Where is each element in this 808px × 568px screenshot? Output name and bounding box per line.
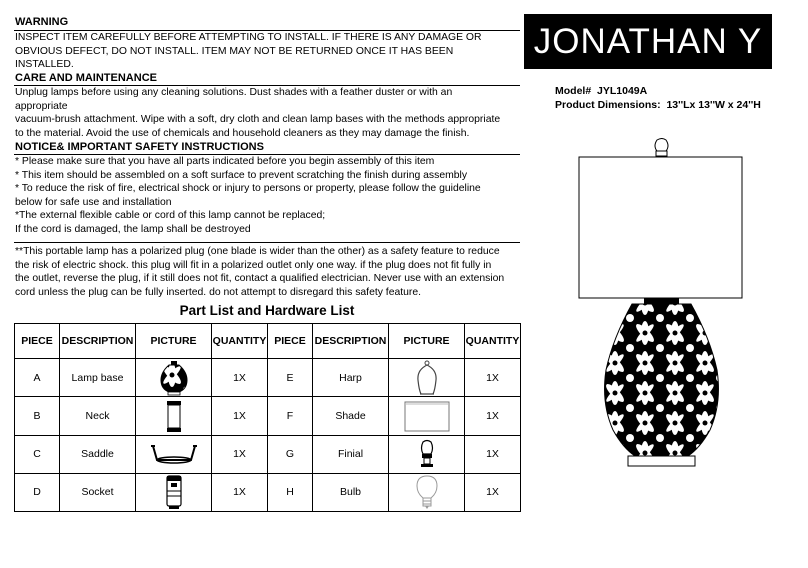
bulb-icon (415, 474, 439, 510)
warning-text (15, 31, 525, 72)
description-cell: Lamp base (60, 359, 136, 397)
picture-cell (136, 435, 212, 473)
shade-icon (403, 399, 451, 433)
description-cell: Harp (313, 359, 389, 397)
header-picture: PICTURE (136, 324, 212, 359)
divider (14, 242, 520, 243)
table-row (15, 359, 521, 397)
dimensions-line (555, 98, 761, 112)
lamp-illustration (570, 138, 755, 470)
plug-line: the risk of electric shock. this plug will fit in a polarized outlet only one way. if the plug does not fit fully in (15, 259, 492, 271)
description-cell: Saddle (60, 435, 136, 473)
description-cell: Shade (313, 397, 389, 435)
plug-text (15, 245, 525, 299)
picture-cell (136, 397, 212, 435)
notice-text (15, 155, 525, 236)
piece-cell: G (268, 435, 313, 473)
table-header-row (15, 324, 521, 359)
picture-cell (389, 435, 465, 473)
neck-icon (159, 399, 189, 433)
quantity-cell: 1X (465, 397, 521, 435)
header-description: DESCRIPTION (313, 324, 389, 359)
lamp-base-icon (157, 360, 191, 396)
header-piece: PIECE (15, 324, 60, 359)
picture-cell (136, 359, 212, 397)
dimensions-label: Product Dimensions: (555, 99, 661, 111)
quantity-cell: 1X (212, 473, 268, 511)
quantity-cell: 1X (212, 359, 268, 397)
notice-line: * Please make sure that you have all parts indicated before you begin assembly of this item (15, 156, 435, 167)
model-value: JYL1049A (597, 85, 648, 97)
harp-icon (412, 360, 442, 396)
saddle-icon (149, 440, 199, 468)
quantity-cell: 1X (212, 435, 268, 473)
parts-table (14, 323, 521, 512)
plug-line: cord unless the plug can be fully inserted. do not attempt to disregard this safety feature. (15, 286, 422, 298)
header-quantity: QUANTITY (212, 324, 268, 359)
picture-cell (389, 397, 465, 435)
quantity-cell: 1X (465, 359, 521, 397)
piece-cell: B (15, 397, 60, 435)
care-title: CARE AND MAINTENANCE (15, 72, 157, 84)
warning-line: INSTALLED. (15, 59, 74, 70)
care-line: appropriate (15, 100, 68, 112)
plug-line: **This portable lamp has a polarized plug (one blade is wider than the other) as a safety feature to reduce (15, 246, 500, 257)
care-text (15, 86, 525, 140)
header-picture: PICTURE (389, 324, 465, 359)
picture-cell (389, 359, 465, 397)
quantity-cell: 1X (465, 435, 521, 473)
notice-line: below for safe use and installation (15, 196, 172, 208)
description-cell: Socket (60, 473, 136, 511)
warning-title: WARNING (15, 16, 69, 28)
piece-cell: D (15, 473, 60, 511)
brand-logo: JONATHAN Y (524, 14, 772, 69)
notice-line: * This item should be assembled on a soft surface to prevent scratching the finish during assembly (15, 169, 468, 181)
picture-cell (136, 473, 212, 511)
warning-line: INSPECT ITEM CAREFULLY BEFORE ATTEMPTING TO INSTALL. IF THERE IS ANY DAMAGE OR (15, 32, 482, 43)
piece-cell: A (15, 359, 60, 397)
table-row (15, 435, 521, 473)
care-line: to the material. Avoid the use of chemicals and household cleaners as they may damage the finish. (15, 127, 470, 139)
model-line (555, 84, 647, 98)
description-cell: Neck (60, 397, 136, 435)
table-row (15, 473, 521, 511)
quantity-cell: 1X (465, 473, 521, 511)
care-line: Unplug lamps before using any cleaning solutions. Dust shades with a feather duster or with an (15, 87, 453, 98)
model-label: Model# (555, 85, 592, 97)
header-quantity: QUANTITY (465, 324, 521, 359)
finial-icon (415, 439, 439, 469)
notice-title: NOTICE& IMPORTANT SAFETY INSTRUCTIONS (15, 141, 264, 153)
piece-cell: F (268, 397, 313, 435)
piece-cell: H (268, 473, 313, 511)
header-piece: PIECE (268, 324, 313, 359)
notice-line: * To reduce the risk of fire, electrical shock or injury to persons or property, please follow the guideline (15, 183, 481, 194)
piece-cell: E (268, 359, 313, 397)
plug-line: the outlet, reverse the plug, if it still does not fit, contact a qualified electrician. Never use with an extension (15, 273, 505, 284)
header-description: DESCRIPTION (60, 324, 136, 359)
care-line: vacuum-brush attachment. Wipe with a soft, dry cloth and clean lamp bases with the methods appropriate (15, 114, 501, 125)
warning-line: OBVIOUS DEFECT, DO NOT INSTALL. ITEM MAY NOT BE RETURNED ONCE IT HAS BEEN (15, 45, 454, 57)
description-cell: Finial (313, 435, 389, 473)
quantity-cell: 1X (212, 397, 268, 435)
socket-icon (162, 474, 186, 510)
parts-list-title: Part List and Hardware List (179, 303, 355, 318)
table-row (15, 397, 521, 435)
piece-cell: C (15, 435, 60, 473)
dimensions-value: 13''Lx 13''W x 24''H (666, 99, 761, 111)
picture-cell (389, 473, 465, 511)
description-cell: Bulb (313, 473, 389, 511)
notice-line: If the cord is damaged, the lamp shall be destroyed (15, 223, 251, 235)
notice-line: *The external flexible cable or cord of this lamp cannot be replaced; (15, 210, 326, 221)
